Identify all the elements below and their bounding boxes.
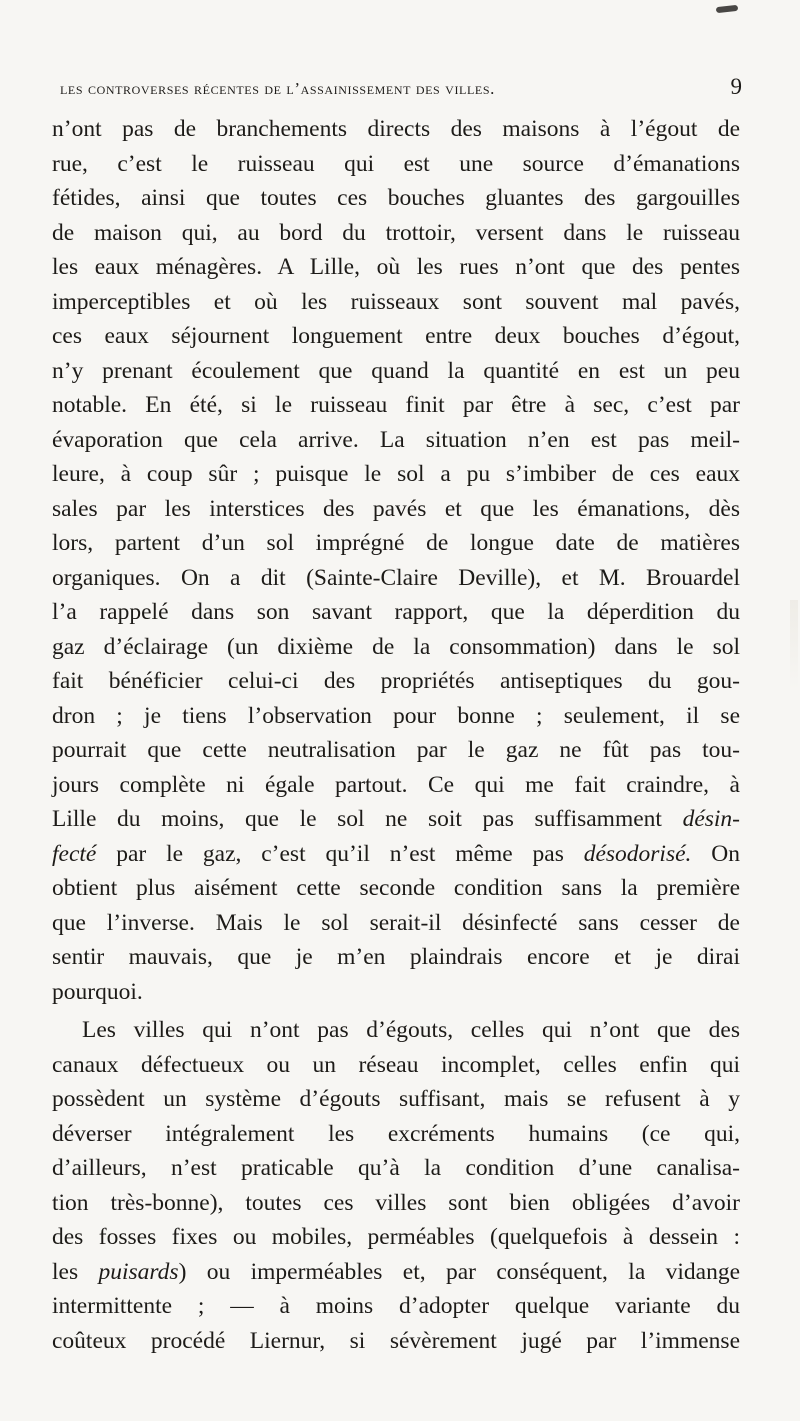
text-line: canaux défectueux ou un réseau incomplet, celles enfin qui [52,1051,740,1078]
text-line: pourrait que cette neutralisation par le gaz ne fût pas tou- [52,737,740,763]
text-line [52,837,740,872]
italic-term: désodorisé. [583,840,692,867]
text-line [52,802,740,837]
text-line: tion très-bonne), toutes ces villes sont bien obligées d’avoir [52,1189,740,1216]
body-text [52,112,740,1358]
page-number: 9 [730,74,742,99]
text-line: n’y prenant écoulement que quand la quantité en est un peu [52,357,740,384]
paper-stain [790,600,798,690]
text-line: rue, c’est le ruisseau qui est une source d’émanations [52,150,740,177]
text-segment: les [52,1258,99,1285]
text-line [52,1255,740,1290]
text-line: Les villes qui n’ont pas d’égouts, celles qui n’ont que des [82,1017,740,1043]
text-line: organiques. On a dit (Sainte-Claire Deville), et M. Brouardel [52,564,740,591]
text-segment: Lille du moins, que le sol ne soit pas suffisamment [52,806,683,832]
text-segment: par le gaz, c’est qu’il n’est même pas [96,840,584,867]
text-line: gaz d’éclairage (un dixième de la consommation) dans le sol [52,633,740,660]
text-line: n’ont pas de branchements directs des maisons à l’égout de [52,116,740,142]
text-line: d’ailleurs, n’est praticable qu’à la condition d’une canalisa- [52,1155,740,1181]
text-segment: On [691,840,740,867]
text-line: que l’inverse. Mais le sol serait-il désinfecté sans cesser de [52,909,740,936]
text-line: de maison qui, au bord du trottoir, versent dans le ruisseau [52,219,740,246]
text-line: déverser intégralement les excréments humains (ce qui, [52,1120,740,1147]
text-line: lors, partent d’un sol imprégné de longue date de matières [52,530,740,556]
text-line: dron ; je tiens l’observation pour bonne ; seulement, il se [52,702,740,729]
text-line: notable. En été, si le ruisseau finit par être à sec, c’est par [52,392,740,418]
text-line: jours complète ni égale partout. Ce qui me fait craindre, à [52,771,740,798]
text-line: sentir mauvais, que je m’en plaindrais encore et je dirai [52,944,740,970]
text-line: fait bénéficier celui-ci des propriétés antiseptiques du gou- [52,668,740,694]
italic-term: fecté [52,840,97,867]
text-line: l’a rappelé dans son savant rapport, que la déperdition du [52,599,740,625]
italic-term: puisards [98,1258,179,1285]
text-line: les eaux ménagères. A Lille, où les rues n’ont que des pentes [52,254,740,280]
text-line: pourquoi. [52,978,143,1005]
text-line: évaporation que cela arrive. La situation n’en est pas meil- [52,426,740,453]
text-line: des fosses fixes ou mobiles, perméables (quelquefois à dessein : [52,1224,740,1250]
text-line: ces eaux séjournent longuement entre deux bouches d’égout, [52,323,740,349]
text-line: possèdent un système d’égouts suffisant, mais se refusent à y [52,1086,740,1112]
text-line: obtient plus aisément cette seconde condition sans la première [52,875,740,901]
italic-term: désin- [682,806,740,832]
text-line: coûteux procédé Liernur, si sévèrement jugé par l’immense [52,1327,740,1354]
ink-mark [716,5,739,13]
text-segment: ) ou imperméables et, par conséquent, la vidange [178,1258,740,1285]
running-head [60,74,742,100]
text-line: sales par les interstices des pavés et que les émanations, dès [52,495,740,522]
text-line: leure, à coup sûr ; puisque le sol a pu s’imbiber de ces eaux [52,461,740,487]
text-line: intermittente ; — à moins d’adopter quelque variante du [52,1293,740,1319]
running-title: les controverses récentes de l’assainissement des villes. [60,79,495,98]
text-line: imperceptibles et où les ruisseaux sont souvent mal pavés, [52,288,740,315]
text-line: fétides, ainsi que toutes ces bouches gluantes des gargouilles [52,185,740,211]
